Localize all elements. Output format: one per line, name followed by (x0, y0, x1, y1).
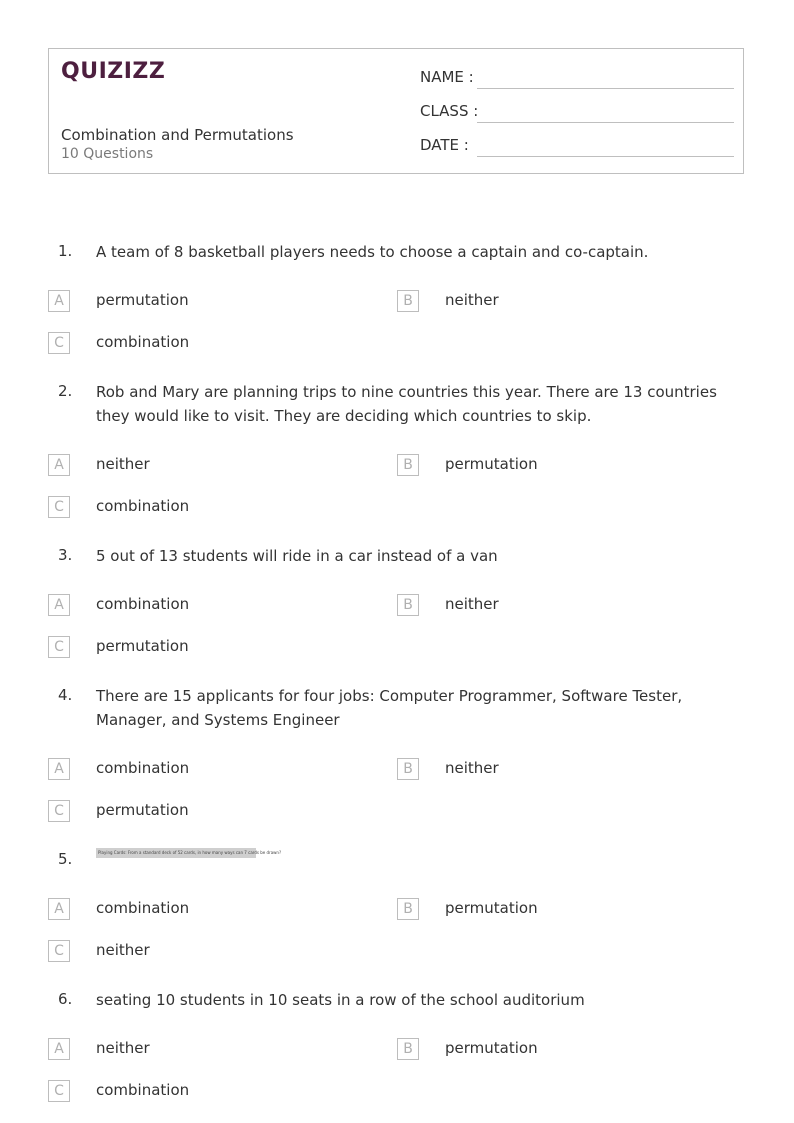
option-letter-box: A (48, 898, 70, 920)
name-line (477, 88, 734, 89)
worksheet-title: Combination and Permutations (61, 126, 294, 144)
option-text: combination (96, 899, 190, 917)
option-letter-box: A (48, 758, 70, 780)
option-text: combination (96, 1081, 190, 1099)
class-line (477, 122, 734, 123)
question-number: 5. (58, 850, 73, 868)
option-text: permutation (96, 637, 189, 655)
option-text: permutation (445, 455, 538, 473)
option-text: neither (96, 941, 150, 959)
option-letter-box: B (397, 454, 419, 476)
question-text: There are 15 applicants for four jobs: Computer Programmer, Software Tester, Manager, and Systems Engineer (96, 687, 683, 729)
option-letter-box: A (48, 594, 70, 616)
option-text: permutation (96, 291, 189, 309)
option-letter-box: B (397, 898, 419, 920)
question-number: 6. (58, 990, 73, 1008)
option-text: neither (445, 759, 499, 777)
option-text: combination (96, 333, 190, 351)
option-text: combination (96, 497, 190, 515)
question-number: 4. (58, 686, 73, 704)
option-text: neither (96, 1039, 150, 1057)
date-line (477, 156, 734, 157)
option-letter-box: A (48, 1038, 70, 1060)
option-letter-box: B (397, 1038, 419, 1060)
option-letter-box: A (48, 290, 70, 312)
question-text: Rob and Mary are planning trips to nine countries this year. There are 13 countries they would like to visit. They are deciding which countries to skip. (96, 383, 717, 425)
question-number: 3. (58, 546, 73, 564)
option-letter-box: C (48, 332, 70, 354)
option-text: permutation (445, 899, 538, 917)
option-letter-box: B (397, 594, 419, 616)
option-letter-box: B (397, 758, 419, 780)
option-letter-box: C (48, 940, 70, 962)
option-letter-box: C (48, 496, 70, 518)
question-text: A team of 8 basketball players needs to choose a captain and co-captain. (96, 243, 649, 261)
class-label: CLASS : (420, 102, 479, 120)
name-label: NAME : (420, 68, 474, 86)
quizizz-logo: QUIZIZZ (61, 59, 166, 84)
question-text: seating 10 students in 10 seats in a row of the school auditorium (96, 991, 585, 1009)
option-text: combination (96, 595, 190, 613)
option-letter-box: C (48, 800, 70, 822)
option-letter-box: B (397, 290, 419, 312)
worksheet-header (48, 48, 744, 174)
option-letter-box: C (48, 636, 70, 658)
option-text: permutation (445, 1039, 538, 1057)
option-text: neither (445, 291, 499, 309)
date-label: DATE : (420, 136, 469, 154)
name-field (420, 68, 734, 90)
question-count: 10 Questions (61, 146, 154, 162)
option-letter-box: C (48, 1080, 70, 1102)
question-number: 1. (58, 242, 73, 260)
question-number: 2. (58, 382, 73, 400)
option-text: permutation (96, 801, 189, 819)
question-image-caption: Playing Cards: From a standard deck of 52 cards, in how many ways can 7 cards be drawn? (98, 850, 282, 855)
option-text: neither (445, 595, 499, 613)
option-text: neither (96, 455, 150, 473)
question-text: 5 out of 13 students will ride in a car instead of a van (96, 547, 498, 565)
class-field (420, 102, 734, 124)
question-image (96, 848, 282, 858)
option-letter-box: A (48, 454, 70, 476)
date-field (420, 136, 734, 158)
option-text: combination (96, 759, 190, 777)
